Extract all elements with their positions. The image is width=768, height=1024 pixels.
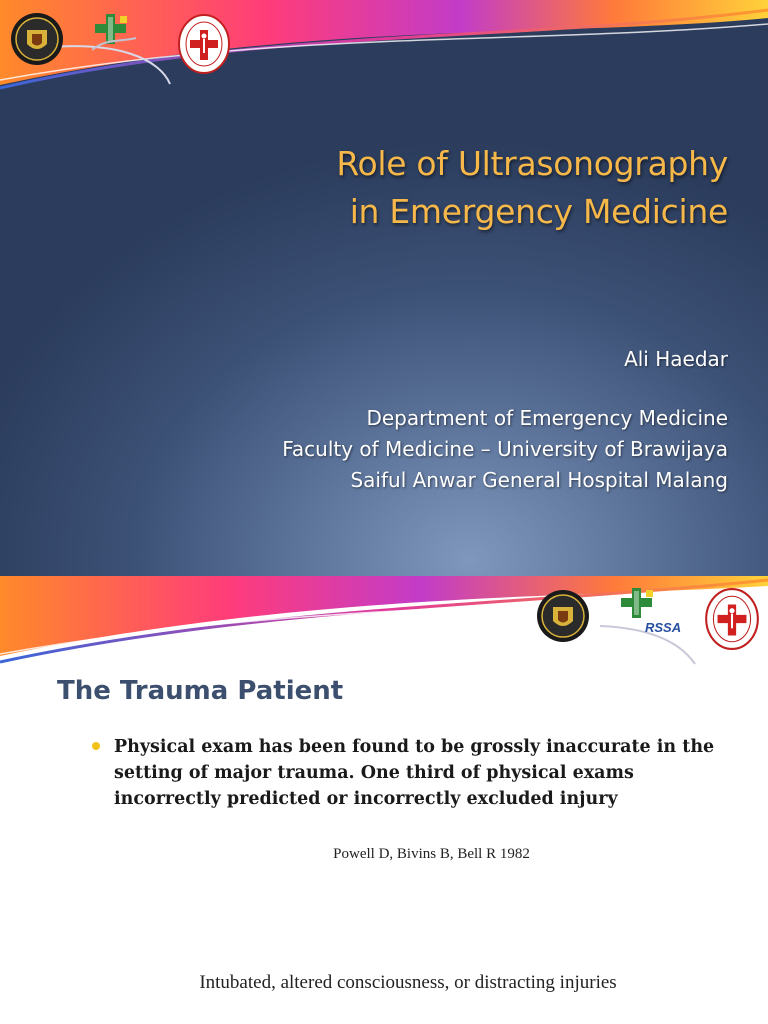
title-line-2: in Emergency Medicine	[349, 192, 728, 231]
author-name: Ali Haedar	[624, 347, 728, 371]
affiliation-line-3: Saiful Anwar General Hospital Malang	[350, 468, 728, 492]
content-slide	[0, 576, 768, 1024]
university-crest-icon	[10, 12, 64, 66]
rssa-label: RSSA	[645, 620, 682, 635]
affiliation-line-1: Department of Emergency Medicine	[366, 406, 728, 430]
title-line-1: Role of Ultrasonography	[336, 144, 728, 183]
university-crest-icon	[536, 588, 590, 644]
emergency-medicine-indonesia-logo-icon	[178, 14, 230, 74]
bullet-list	[92, 734, 732, 812]
author-affiliation	[282, 403, 728, 496]
presentation-title	[336, 140, 728, 236]
affiliation-line-2: Faculty of Medicine – University of Brawijaya	[282, 437, 728, 461]
slide-title: The Trauma Patient	[57, 676, 344, 706]
list-item	[92, 734, 732, 812]
footnote: Intubated, altered consciousness, or distracting injuries	[199, 972, 617, 993]
bullet-dot-icon	[92, 742, 100, 750]
bullet-text: Physical exam has been found to be grossly inaccurate in the setting of major trauma. One third of physical exams incorrectly predicted or incorrectly excluded injury	[114, 737, 715, 809]
emergency-medicine-indonesia-logo-icon	[705, 588, 759, 650]
rssa-hospital-logo-icon	[92, 14, 136, 54]
citation: Powell D, Bivins B, Bell R 1982	[333, 846, 530, 862]
